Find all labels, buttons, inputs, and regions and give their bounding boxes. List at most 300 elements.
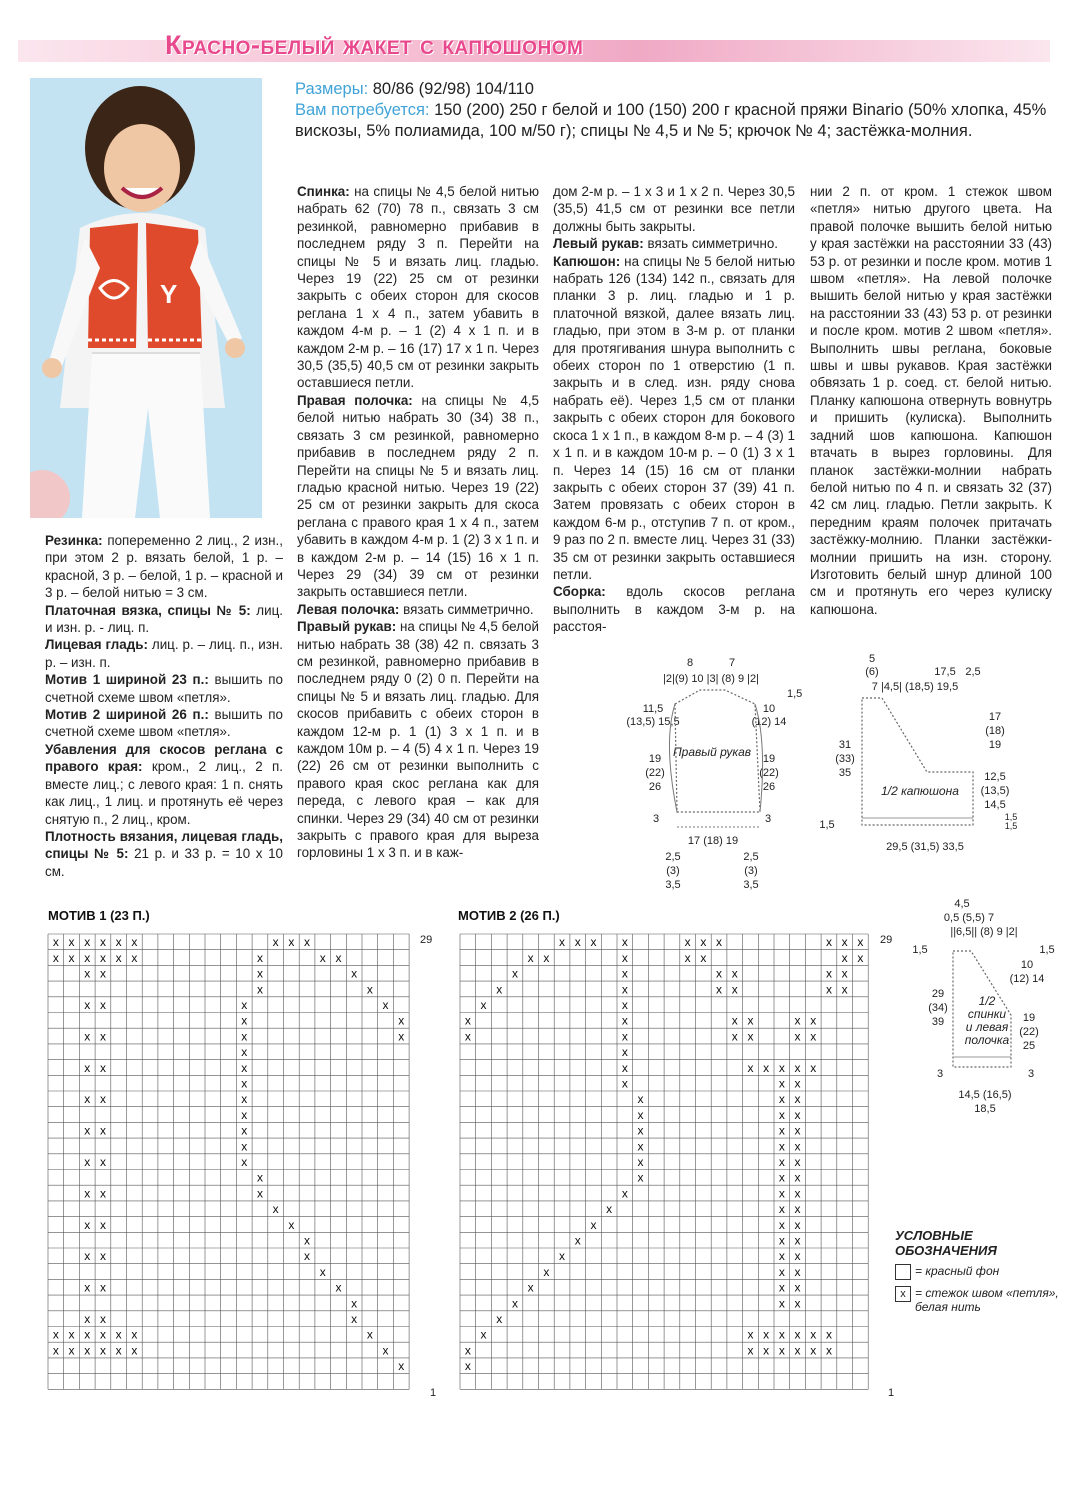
- stitch-mark: x: [574, 1233, 581, 1248]
- stitch-mark: x: [778, 1060, 785, 1075]
- stitch-mark: x: [84, 1186, 91, 1201]
- stitch-mark: x: [637, 1139, 644, 1154]
- stitch-mark: x: [480, 998, 487, 1013]
- stitch-mark: x: [304, 935, 311, 950]
- column3-text: вязать симметрично.: [647, 236, 779, 252]
- column1-label: Мотив 1 шириной 23 п.:: [45, 672, 209, 688]
- body-label-2: спинки: [967, 1007, 1007, 1021]
- column1-text: лиц. и изн. р. - лиц. п.: [45, 602, 283, 636]
- sleeve-bottom-right-1: 2,5: [743, 851, 759, 863]
- column-2: [297, 183, 539, 862]
- stitch-mark: x: [637, 1170, 644, 1185]
- stitch-mark: x: [84, 1092, 91, 1107]
- body-bottom-width2: 18,5: [974, 1103, 996, 1115]
- stitch-mark: x: [778, 1217, 785, 1232]
- stitch-mark: x: [857, 935, 864, 950]
- stitch-mark: x: [256, 982, 263, 997]
- svg-text:Y: Y: [160, 279, 178, 309]
- stitch-mark: x: [794, 1092, 801, 1107]
- stitch-mark: x: [841, 966, 848, 981]
- hood-right-small-2: 1,5: [1004, 821, 1018, 831]
- stitch-mark: x: [84, 1029, 91, 1044]
- stitch-mark: x: [99, 998, 106, 1013]
- column1-label: Плотность вязания, лицевая гладь, спицы № 5:: [45, 828, 283, 862]
- stitch-mark: x: [778, 1186, 785, 1201]
- motif1-row-top: 29: [420, 934, 433, 946]
- column1-text: кром., 2 лиц., 2 п. вместе лиц.; с левого края: 1 п. снять как лиц., 1 лиц. и протянуть её через снятую п., 2 лиц., кром.: [45, 759, 283, 827]
- column4-paragraph: [810, 183, 1052, 618]
- stitch-mark: x: [606, 1202, 613, 1217]
- sleeve-label: Правый рукав: [672, 745, 752, 759]
- column3-label: Сборка:: [553, 584, 606, 600]
- stitch-mark: x: [241, 1060, 248, 1075]
- column4-text: нии 2 п. от кром. 1 стежок швом «петля» нитью другого цвета. На правой полочке вышить белой нитью у края застёжки на расстоянии 33 (43) 53 р. от резинки и после кром. мотив 1 швом «петля». На левой полочке вышить белой нитью у края застёжки на расстоянии 33 (43) 53 р. от резинки и после кром. мотив 2 швом «петля». Выполнить швы реглана, боковые швы и швы рукавов. Края застёжки обвязать 1 р. соед. ст. белой нитью. Планку капюшона отвернуть вовнутрь и пришить (кулиска). Выполнить задний шов капюшона. Капюшон втачать в вырез горловины. Для планок застёжки-молнии набрать белой нитью по 4 п. и связать 32 (37) 42 см лиц. гладью. Петли закрыть. К передним краям полочек притачать застёжку-молнию. Планки застёжки-молнии пришить на изн. сторону. Изготовить белый шнур длиной 100 см и протянуть его через кулиску капюшона.: [810, 184, 1052, 617]
- stitch-mark: x: [464, 1013, 471, 1028]
- hood-right-top-1: 17: [988, 711, 1002, 723]
- motif2-chart: [456, 928, 906, 1403]
- column2-paragraph: [297, 392, 539, 601]
- sleeve-cuff-left: 3: [652, 813, 660, 825]
- materials-value: 150 (200) 250 г белой и 100 (150) 200 г красной пряжи Binario (50% хлопка, 45% вискозы, 5% полиамида, 100 м/50 г); спицы № 4,5 и № 5; крючок № 4; застёжка-молния.: [295, 101, 1047, 140]
- hood-label: 1/2 капюшона: [881, 784, 959, 798]
- stitch-mark: x: [398, 1013, 405, 1028]
- stitch-mark: x: [99, 1343, 106, 1358]
- legend-title-1: УСЛОВНЫЕ: [895, 1228, 973, 1243]
- stitch-mark: x: [335, 950, 342, 965]
- body-left-mid-3: 39: [931, 1016, 945, 1028]
- legend-symbol-x: x: [895, 1286, 911, 1302]
- stitch-mark: x: [84, 1280, 91, 1295]
- stitch-mark: x: [84, 1327, 91, 1342]
- stitch-mark: x: [778, 1249, 785, 1264]
- hood-right-top-3: 19: [988, 739, 1002, 751]
- sleeve-bottom-left-3: 3,5: [665, 879, 681, 891]
- stitch-mark: x: [351, 1312, 358, 1327]
- body-left-top: 1,5: [912, 944, 928, 956]
- column2-text: на спицы № 4,5 белой нитью набрать 62 (70) 78 п., связать 3 см резинкой, равномерно прибавив в последнем ряду 3 п. Перейти на спицы № 5 и вязать лиц. гладью. Через 19 (22) 25 см от резинки закрыть с обеих сторон для скосов реглана 1 х 4 п., затем убавить в каждом 4-м р. – 1 (2) 4 х 1 п. и в каждом 2-м р. – 16 (17) 17 х 1 п. Через 30,5 (35,5) 40,5 см от резинки закрыть оставшиеся петли.: [297, 184, 539, 391]
- column-3: [553, 183, 795, 636]
- motif1-title: МОТИВ 1 (23 П.): [48, 908, 150, 923]
- stitch-mark: x: [304, 1249, 311, 1264]
- stitch-mark: x: [241, 1076, 248, 1091]
- body-right-mid-1: 10: [1020, 959, 1034, 971]
- materials-label: Вам потребуется:: [295, 101, 430, 119]
- column2-text: на спицы № 4,5 белой нитью набрать 38 (38) 42 п. связать 3 см резинкой, равномерно прибавив в последнем ряду 0 (2) 0 п. Перейти на спицы № 5 и вязать лиц. гладью. Для скосов прибавить с обеих сторон в каждом 12-м р. 1 (1) 3 х 1 п. и в каждом 10м р. – 4 (5) 4 х 1 п. Через 19 (22) 26 см от резинки выполнить с правого края скос реглана как для переда, с левого края – как для спинки. Через 29 (34) 40 см от резинки закрыть с правого края для выреза горловины 1 х 3 п. и в каж-: [297, 619, 539, 861]
- stitch-mark: x: [716, 935, 723, 950]
- stitch-mark: x: [621, 1186, 628, 1201]
- stitch-mark: x: [778, 1092, 785, 1107]
- sleeve-left-mid-1: 11,5: [642, 703, 664, 715]
- column1-paragraph: [45, 706, 283, 741]
- column1-paragraph: [45, 828, 283, 880]
- body-label-1: 1/2: [978, 994, 996, 1008]
- column3-text: вдоль скосов реглана выполнить в каждом 3-м р. на расстоя-: [553, 584, 795, 635]
- stitch-mark: x: [241, 998, 248, 1013]
- stitch-mark: x: [543, 1264, 550, 1279]
- column3-text: на спицы № 5 белой нитью набрать 126 (134) 142 п., связать для планки 3 р. лиц. гладью и 1 р. платочной вязкой, далее вязать лиц. гладью, при этом в 3-м р. от планки для протягивания шнура выполнить с обеих сторон по 1 отверстию (1 п. закрыть и в след. изн. ряду снова набрать её). Через 1,5 см от планки закрыть с обеих сторон для бокового скоса 1 х 1 п., в каждом 8-м р. – 4 (3) 1 х 1 п. и в каждом 10-м р. – 0 (1) 3 х 1 п. Через 14 (15) 16 см от планки закрыть с обеих сторон 37 (39) 41 п. Затем провязать с обеих сторон в каждом 6-м р., отступив 7 п. от кром., 9 раз по 2 п. вместе лиц. Через 31 (33) 35 см от резинки закрыть оставшиеся петли.: [553, 253, 795, 582]
- stitch-mark: x: [731, 966, 738, 981]
- stitch-mark: x: [621, 1045, 628, 1060]
- sleeve-top-row: |2|(9) 10 |3| (8) 9 |2|: [662, 673, 760, 685]
- stitch-mark: x: [684, 950, 691, 965]
- legend-title-2: ОБОЗНАЧЕНИЯ: [895, 1243, 997, 1258]
- stitch-mark: x: [778, 1139, 785, 1154]
- stitch-mark: x: [115, 950, 122, 965]
- column2-text: вязать симметрично.: [403, 601, 534, 617]
- column1-label: Платочная вязка, спицы № 5:: [45, 602, 251, 618]
- body-left-mid-2: (34): [928, 1002, 948, 1014]
- stitch-mark: x: [319, 1264, 326, 1279]
- stitch-mark: x: [637, 1123, 644, 1138]
- stitch-mark: x: [810, 1327, 817, 1342]
- motif2-row-top: 29: [880, 934, 893, 946]
- sleeve-bottom-left-2: (3): [666, 865, 680, 877]
- stitch-mark: x: [841, 982, 848, 997]
- body-top-a: 4,5: [954, 898, 970, 910]
- stitch-mark: x: [241, 1139, 248, 1154]
- stitch-mark: x: [99, 1249, 106, 1264]
- hood-right-low-2: (13,5): [980, 785, 1010, 797]
- column2-label: Левая полочка:: [297, 601, 400, 617]
- stitch-mark: x: [84, 950, 91, 965]
- stitch-mark: x: [810, 1343, 817, 1358]
- stitch-mark: x: [841, 950, 848, 965]
- stitch-mark: x: [241, 1123, 248, 1138]
- legend-text-red: = красный фон: [915, 1264, 1000, 1278]
- hood-top-a-2: (6): [865, 666, 879, 678]
- stitch-mark: x: [810, 1060, 817, 1075]
- stitch-mark: x: [794, 1060, 801, 1075]
- stitch-mark: x: [84, 1249, 91, 1264]
- hood-left-1: 31: [838, 739, 852, 751]
- stitch-mark: x: [700, 950, 707, 965]
- stitch-mark: x: [256, 1186, 263, 1201]
- stitch-mark: x: [637, 1092, 644, 1107]
- stitch-mark: x: [825, 1343, 832, 1358]
- stitch-mark: x: [747, 1343, 754, 1358]
- stitch-mark: x: [778, 1296, 785, 1311]
- sleeve-right-mid-2: (12) 14: [751, 716, 787, 728]
- stitch-mark: x: [99, 1029, 106, 1044]
- stitch-mark: x: [288, 935, 295, 950]
- sleeve-right-low-1: 19: [762, 753, 776, 765]
- sleeve-cuff-right: 3: [764, 813, 772, 825]
- stitch-mark: x: [382, 1343, 389, 1358]
- stitch-mark: x: [131, 1343, 138, 1358]
- body-diagram: [905, 897, 1065, 1122]
- stitch-mark: x: [84, 935, 91, 950]
- stitch-mark: x: [115, 1327, 122, 1342]
- stitch-mark: x: [778, 1264, 785, 1279]
- stitch-mark: x: [621, 950, 628, 965]
- child-photo: [30, 78, 262, 518]
- stitch-mark: x: [621, 935, 628, 950]
- hood-right-low-3: 14,5: [984, 799, 1006, 811]
- stitch-mark: x: [794, 1233, 801, 1248]
- stitch-mark: x: [527, 950, 534, 965]
- column1-text: лиц. р. – лиц. п., изн. р. – изн. п.: [45, 637, 283, 670]
- hood-top-c: 2,5: [965, 666, 981, 678]
- stitch-mark: x: [511, 1296, 518, 1311]
- stitch-mark: x: [464, 1029, 471, 1044]
- stitch-mark: x: [825, 935, 832, 950]
- column3-paragraph: [553, 583, 795, 635]
- column1-label: Лицевая гладь:: [45, 637, 148, 653]
- column1-paragraph: [45, 532, 283, 602]
- stitch-mark: x: [52, 950, 59, 965]
- stitch-mark: x: [574, 935, 581, 950]
- stitch-mark: x: [794, 1013, 801, 1028]
- column1-paragraph: [45, 741, 283, 828]
- stitch-mark: x: [778, 1123, 785, 1138]
- column3-paragraph: [553, 235, 795, 252]
- legend-item-red: [895, 1264, 1065, 1280]
- stitch-mark: x: [825, 1327, 832, 1342]
- stitch-mark: x: [731, 982, 738, 997]
- stitch-mark: x: [99, 1327, 106, 1342]
- stitch-mark: x: [351, 1296, 358, 1311]
- sleeve-right-low-3: 26: [762, 781, 776, 793]
- column2-paragraph: [297, 601, 539, 618]
- stitch-mark: x: [84, 1155, 91, 1170]
- stitch-mark: x: [335, 1280, 342, 1295]
- stitch-mark: x: [99, 966, 106, 981]
- sleeve-top-a: 8: [686, 657, 694, 669]
- legend: [895, 1228, 1065, 1314]
- stitch-mark: x: [68, 950, 75, 965]
- stitch-mark: x: [778, 1343, 785, 1358]
- stitch-mark: x: [52, 1327, 59, 1342]
- body-right-low-1: 19: [1022, 1012, 1036, 1024]
- sleeve-left-low-3: 26: [648, 781, 662, 793]
- stitch-mark: x: [84, 966, 91, 981]
- stitch-mark: x: [621, 1013, 628, 1028]
- stitch-mark: x: [256, 950, 263, 965]
- stitch-mark: x: [115, 1343, 122, 1358]
- stitch-mark: x: [256, 966, 263, 981]
- column1-paragraph: [45, 636, 283, 671]
- hood-right-low-1: 12,5: [984, 771, 1006, 783]
- stitch-mark: x: [794, 1029, 801, 1044]
- column3-label: Левый рукав:: [553, 236, 644, 252]
- stitch-mark: x: [496, 982, 503, 997]
- body-label-3: и левая: [965, 1020, 1009, 1034]
- stitch-mark: x: [84, 998, 91, 1013]
- stitch-mark: x: [794, 1155, 801, 1170]
- sleeve-left-low-2: (22): [645, 767, 665, 779]
- stitch-mark: x: [637, 1107, 644, 1122]
- stitch-mark: x: [99, 950, 106, 965]
- column3-label: Капюшон:: [553, 253, 621, 269]
- stitch-mark: x: [778, 1107, 785, 1122]
- stitch-mark: x: [731, 1013, 738, 1028]
- stitch-mark: x: [464, 1359, 471, 1374]
- stitch-mark: x: [794, 1264, 801, 1279]
- stitch-mark: x: [366, 982, 373, 997]
- column3-paragraph: [553, 253, 795, 584]
- stitch-mark: x: [84, 1217, 91, 1232]
- stitch-mark: x: [559, 1249, 566, 1264]
- stitch-mark: x: [778, 1327, 785, 1342]
- stitch-mark: x: [241, 1013, 248, 1028]
- column-1: [45, 532, 283, 880]
- sleeve-bottom-left-1: 2,5: [665, 851, 681, 863]
- stitch-mark: x: [256, 1170, 263, 1185]
- page-title: Красно-белый жакет с капюшоном: [165, 30, 584, 60]
- stitch-mark: x: [527, 1280, 534, 1295]
- motif1-row-bottom: 1: [430, 1387, 437, 1399]
- stitch-mark: x: [398, 1359, 405, 1374]
- stitch-mark: x: [272, 935, 279, 950]
- stitch-mark: x: [747, 1029, 754, 1044]
- stitch-mark: x: [68, 1343, 75, 1358]
- stitch-mark: x: [794, 1202, 801, 1217]
- stitch-mark: x: [131, 950, 138, 965]
- stitch-mark: x: [241, 1092, 248, 1107]
- column2-paragraph: [297, 183, 539, 392]
- stitch-mark: x: [857, 950, 864, 965]
- stitch-mark: x: [272, 1202, 279, 1217]
- stitch-mark: x: [559, 935, 566, 950]
- stitch-mark: x: [496, 1312, 503, 1327]
- stitch-mark: x: [99, 1060, 106, 1075]
- stitch-mark: x: [464, 1343, 471, 1358]
- body-right-top: 1,5: [1039, 944, 1055, 956]
- sleeve-bottom-right-3: 3,5: [743, 879, 759, 891]
- stitch-mark: x: [621, 1060, 628, 1075]
- column2-label: Спинка:: [297, 184, 350, 199]
- stitch-mark: x: [747, 1327, 754, 1342]
- stitch-mark: x: [794, 1327, 801, 1342]
- column2-label: Правый рукав:: [297, 619, 397, 635]
- body-bottom-width: 14,5 (16,5): [958, 1089, 1012, 1101]
- stitch-mark: x: [621, 1076, 628, 1091]
- column1-text: 21 р. и 33 р. = 10 х 10 см.: [45, 846, 283, 879]
- stitch-mark: x: [778, 1280, 785, 1295]
- stitch-mark: x: [99, 935, 106, 950]
- column2-text: на спицы № 4,5 белой нитью набрать 30 (34) 38 п., связать 3 см резинкой, равномерно прибавив в последнем ряду 2 п. Перейти на спицы № 5 и вязать лиц. гладью красной нитью. Через 19 (22) 25 см от резинки закрыть для скоса реглана с правого края 1 х 4 п., затем убавить в каждом 4-м р. 1 (2) 3 х 1 п. и в каждом 2-м р. – 14 (15) 16 х 1 п. Через 29 (34) 39 см от резинки закрыть оставшиеся петли.: [297, 392, 539, 600]
- hood-left-2: (33): [835, 753, 855, 765]
- hood-right-top-2: (18): [985, 725, 1005, 737]
- stitch-mark: x: [794, 1217, 801, 1232]
- stitch-mark: x: [366, 1327, 373, 1342]
- stitch-mark: x: [52, 1343, 59, 1358]
- stitch-mark: x: [825, 966, 832, 981]
- column1-paragraph: [45, 602, 283, 637]
- sleeve-top-b: 7: [728, 657, 736, 669]
- body-left-mid-1: 29: [931, 988, 945, 1000]
- hood-left-3: 35: [838, 767, 852, 779]
- column-4: [810, 183, 1052, 618]
- body-label-4: полочка: [964, 1033, 1010, 1047]
- sleeve-diagram: [615, 652, 825, 897]
- motif2-title: МОТИВ 2 (26 П.): [458, 908, 560, 923]
- stitch-mark: x: [716, 982, 723, 997]
- column1-label: Резинка:: [45, 533, 103, 548]
- hood-bottom-width: 29,5 (31,5) 33,5: [886, 841, 964, 853]
- body-cuff-right: 3: [1027, 1068, 1035, 1080]
- legend-symbol-empty: [895, 1264, 911, 1280]
- sleeve-right-low-2: (22): [759, 767, 779, 779]
- stitch-mark: x: [763, 1060, 770, 1075]
- stitch-mark: x: [319, 950, 326, 965]
- column1-text: попеременно 2 лиц., 2 изн., при этом 2 р. вязать белой, 1 р. – красной, 3 р. – белой, 1 р. – красной и 3 р. – белой нитью = 3 см.: [45, 533, 283, 601]
- body-top-row2: ||6,5|| (8) 9 |2|: [950, 926, 1018, 938]
- stitch-mark: x: [84, 1343, 91, 1358]
- stitch-mark: x: [241, 1107, 248, 1122]
- column3-paragraph: [553, 183, 795, 235]
- stitch-mark: x: [794, 1123, 801, 1138]
- legend-text-stitch: = стежок швом «петля», белая нить: [915, 1286, 1059, 1314]
- stitch-mark: x: [621, 1029, 628, 1044]
- stitch-mark: x: [794, 1107, 801, 1122]
- hood-top-b: 17,5: [934, 666, 956, 678]
- stitch-mark: x: [637, 1155, 644, 1170]
- stitch-mark: x: [99, 1123, 106, 1138]
- column2-paragraph: [297, 618, 539, 862]
- stitch-mark: x: [590, 1217, 597, 1232]
- column1-text: вышить по счетной схеме швом «петля».: [45, 672, 283, 705]
- column1-paragraph: [45, 671, 283, 706]
- stitch-mark: x: [794, 1186, 801, 1201]
- stitch-mark: x: [131, 1327, 138, 1342]
- hood-left-small: 1,5: [819, 819, 835, 831]
- motif1-chart: [44, 928, 444, 1403]
- stitch-mark: x: [794, 1343, 801, 1358]
- stitch-mark: x: [511, 966, 518, 981]
- hood-diagram: [815, 650, 1040, 860]
- stitch-mark: x: [480, 1327, 487, 1342]
- stitch-mark: x: [747, 1060, 754, 1075]
- sleeve-right-top: 1,5: [787, 688, 803, 700]
- stitch-mark: x: [84, 1123, 91, 1138]
- stitch-mark: x: [841, 935, 848, 950]
- stitch-mark: x: [131, 935, 138, 950]
- materials-info: [295, 79, 1055, 142]
- stitch-mark: x: [398, 1029, 405, 1044]
- stitch-mark: x: [621, 982, 628, 997]
- motif2-row-bottom: 1: [888, 1387, 895, 1399]
- stitch-mark: x: [810, 1029, 817, 1044]
- stitch-mark: x: [794, 1249, 801, 1264]
- column1-text: вышить по счетной схеме швом «петля».: [45, 707, 283, 740]
- stitch-mark: x: [382, 998, 389, 1013]
- stitch-mark: x: [99, 1217, 106, 1232]
- stitch-mark: x: [351, 966, 358, 981]
- stitch-mark: x: [794, 1170, 801, 1185]
- stitch-mark: x: [731, 1029, 738, 1044]
- stitch-mark: x: [543, 950, 550, 965]
- stitch-mark: x: [304, 1233, 311, 1248]
- child-illustration: [30, 78, 262, 518]
- stitch-mark: x: [778, 1202, 785, 1217]
- stitch-mark: x: [99, 1186, 106, 1201]
- stitch-mark: x: [99, 1280, 106, 1295]
- body-top-row: 0,5 (5,5) 7: [943, 912, 995, 924]
- stitch-mark: x: [68, 1327, 75, 1342]
- hood-right-small-1: 1,5: [1004, 812, 1018, 822]
- stitch-mark: x: [68, 935, 75, 950]
- stitch-mark: x: [778, 1155, 785, 1170]
- stitch-mark: x: [825, 982, 832, 997]
- sleeve-left-low-1: 19: [648, 753, 662, 765]
- legend-item-stitch: [895, 1286, 1065, 1314]
- stitch-mark: x: [99, 1092, 106, 1107]
- stitch-mark: x: [747, 1013, 754, 1028]
- column1-label: Убавления для скосов реглана с правого края:: [45, 741, 283, 775]
- stitch-mark: x: [794, 1296, 801, 1311]
- stitch-mark: x: [621, 966, 628, 981]
